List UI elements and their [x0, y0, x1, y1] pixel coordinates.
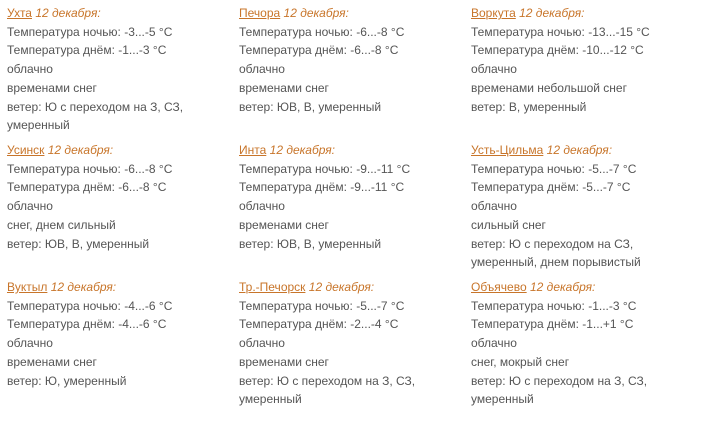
forecast-date: 12 декабря:	[530, 280, 596, 294]
city-title	[471, 4, 697, 23]
city-forecast-usinsk	[7, 141, 233, 253]
city-link-usinsk[interactable]: Усинск	[7, 143, 45, 157]
day-temperature: Температура днём: -5...-7 °C	[471, 180, 631, 195]
day-temperature: Температура днём: -1...+1 °C	[471, 317, 634, 332]
day-temperature: Температура днём: -6...-8 °C	[7, 180, 167, 195]
city-title	[7, 278, 233, 297]
night-temperature: Температура ночью: -5...-7 °C	[471, 161, 637, 176]
precipitation: сильный снег	[471, 217, 546, 232]
wind: ветер: Ю с переходом на З, СЗ, умеренный	[7, 99, 184, 133]
wind: ветер: Ю с переходом на З, СЗ, умеренный	[239, 373, 416, 407]
day-temperature: Температура днём: -1...-3 °C	[7, 43, 167, 58]
wind: ветер: ЮВ, В, умеренный	[239, 236, 382, 251]
cloudiness: облачно	[7, 62, 53, 77]
city-forecast-ust-tsilma	[471, 141, 697, 272]
city-link-troitsko-pechorsk[interactable]: Тр.-Печорск	[239, 280, 306, 294]
day-temperature: Температура днём: -9...-11 °C	[239, 180, 405, 195]
cloudiness: облачно	[471, 199, 517, 214]
day-temperature: Температура днём: -2...-4 °C	[239, 317, 399, 332]
cloudiness: облачно	[239, 62, 285, 77]
forecast-date: 12 декабря:	[35, 6, 101, 20]
night-temperature: Температура ночью: -3...-5 °C	[7, 24, 173, 39]
forecast-date: 12 декабря:	[308, 280, 375, 294]
day-temperature: Температура днём: -6...-8 °C	[239, 43, 399, 58]
forecast-date: 12 декабря:	[47, 143, 114, 157]
forecast-date: 12 декабря:	[50, 280, 117, 294]
cloudiness: облачно	[7, 199, 53, 214]
city-title	[239, 278, 465, 297]
precipitation: снег, днем сильный	[7, 217, 116, 232]
precipitation: временами небольшой снег	[471, 80, 627, 95]
city-link-pechora[interactable]: Печора	[239, 6, 281, 20]
cloudiness: облачно	[239, 199, 285, 214]
wind: ветер: В, умеренный	[471, 99, 587, 114]
night-temperature: Температура ночью: -6...-8 °C	[7, 161, 173, 176]
cloudiness: облачно	[471, 336, 517, 351]
day-temperature: Температура днём: -10...-12 °C	[471, 43, 644, 58]
city-link-inta[interactable]: Инта	[239, 143, 267, 157]
city-forecast-pechora	[239, 4, 465, 116]
city-link-ukhta[interactable]: Ухта	[7, 6, 32, 20]
precipitation: временами снег	[7, 354, 97, 369]
city-title	[471, 278, 697, 297]
city-title	[471, 141, 697, 160]
city-forecast-inta	[239, 141, 465, 253]
city-forecast-ukhta	[7, 4, 233, 135]
precipitation: временами снег	[239, 80, 329, 95]
city-link-obyachevo[interactable]: Объячево	[471, 280, 527, 294]
cloudiness: облачно	[7, 336, 53, 351]
precipitation: временами снег	[7, 80, 97, 95]
city-forecast-troitsko-pechorsk	[239, 278, 465, 409]
city-link-vorkuta[interactable]: Воркута	[471, 6, 516, 20]
city-link-vuktyl[interactable]: Вуктыл	[7, 280, 48, 294]
wind: ветер: ЮВ, В, умеренный	[239, 99, 382, 114]
forecast-date: 12 декабря:	[283, 6, 349, 20]
wind: ветер: ЮВ, В, умеренный	[7, 236, 150, 251]
night-temperature: Температура ночью: -4...-6 °C	[7, 298, 173, 313]
wind: ветер: Ю с переходом на З, СЗ, умеренный	[471, 373, 648, 407]
precipitation: временами снег	[239, 354, 329, 369]
forecast-date: 12 декабря:	[546, 143, 613, 157]
city-title	[239, 4, 465, 23]
night-temperature: Температура ночью: -5...-7 °C	[239, 298, 405, 313]
night-temperature: Температура ночью: -1...-3 °C	[471, 298, 637, 313]
cloudiness: облачно	[239, 336, 285, 351]
city-title	[7, 4, 233, 23]
cloudiness: облачно	[471, 62, 517, 77]
wind: ветер: Ю с переходом на СЗ, умеренный, днем порывистый	[471, 236, 641, 270]
city-title	[7, 141, 233, 160]
city-link-ust-tsilma[interactable]: Усть-Цильма	[471, 143, 544, 157]
day-temperature: Температура днём: -4...-6 °C	[7, 317, 167, 332]
night-temperature: Температура ночью: -6...-8 °C	[239, 24, 405, 39]
city-title	[239, 141, 465, 160]
night-temperature: Температура ночью: -9...-11 °C	[239, 161, 411, 176]
precipitation: временами снег	[239, 217, 329, 232]
night-temperature: Температура ночью: -13...-15 °C	[471, 24, 650, 39]
precipitation: снег, мокрый снег	[471, 354, 570, 369]
forecast-date: 12 декабря:	[269, 143, 336, 157]
city-forecast-vorkuta	[471, 4, 697, 116]
wind: ветер: Ю, умеренный	[7, 373, 127, 388]
forecast-date: 12 декабря:	[519, 6, 585, 20]
city-forecast-vuktyl	[7, 278, 233, 390]
city-forecast-obyachevo	[471, 278, 697, 409]
